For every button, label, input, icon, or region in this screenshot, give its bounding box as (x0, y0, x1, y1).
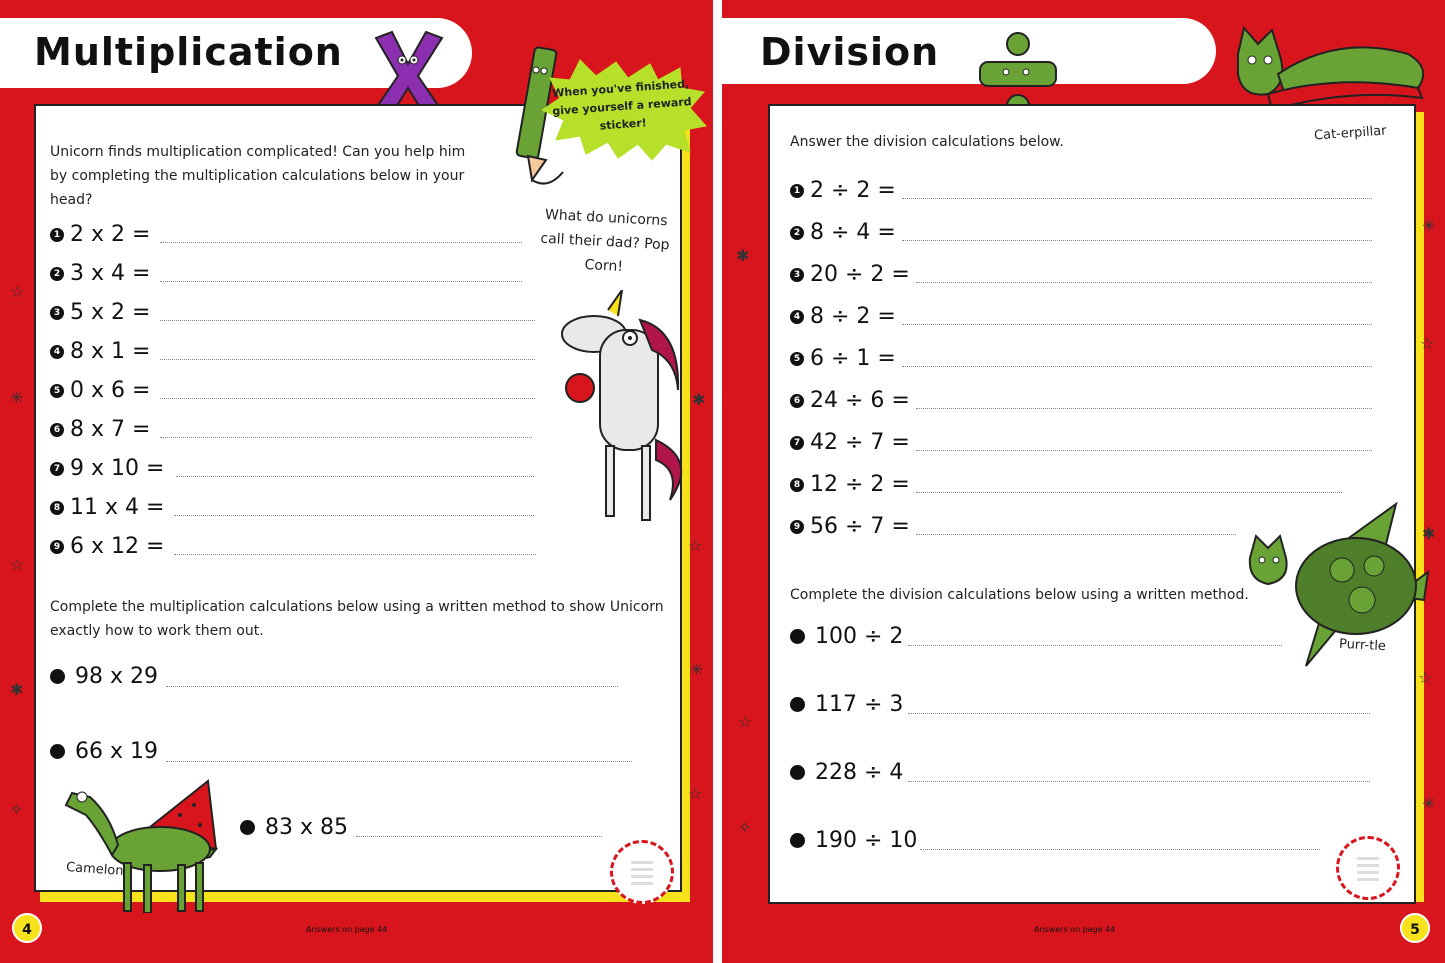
answer-line[interactable] (902, 366, 1372, 367)
written-question-3 (790, 760, 903, 785)
asterisk-doodle-icon: ✳ (690, 660, 704, 679)
question-number: 9 (790, 520, 804, 534)
question-text: 3 x 4 = (70, 261, 151, 286)
asterisk-doodle-icon: ✳ (1422, 216, 1436, 235)
answer-line[interactable] (160, 359, 535, 360)
star-doodle-icon: ☆ (1418, 668, 1433, 687)
asterisk-doodle-icon: ✳ (1422, 794, 1436, 813)
asterisk-doodle-icon: ✱ (692, 390, 706, 409)
answer-line[interactable] (916, 534, 1236, 535)
question-number: 3 (50, 306, 64, 320)
question-number: 6 (790, 394, 804, 408)
shooting-star-doodle-icon: ✧ (10, 800, 24, 819)
answer-line[interactable] (166, 686, 618, 687)
written-question-text: 66 x 19 (75, 739, 158, 764)
question-text: 0 x 6 = (70, 378, 151, 403)
page-title: Multiplication (34, 30, 343, 74)
question-9 (790, 514, 910, 539)
written-question-3 (240, 815, 348, 840)
reward-sticker-badge[interactable] (610, 840, 674, 904)
star-doodle-icon: ☆ (688, 784, 703, 803)
camelon-illustration-icon (60, 775, 224, 915)
answer-line[interactable] (160, 398, 535, 399)
bullet-icon (790, 765, 805, 780)
star-doodle-icon: ☆ (10, 282, 25, 301)
question-number: 4 (50, 345, 64, 359)
answer-line[interactable] (160, 437, 532, 438)
answer-line[interactable] (160, 281, 522, 282)
answer-line[interactable] (174, 515, 534, 516)
written-intro: Complete the division calculations below using a written method. (790, 587, 1249, 603)
question-number: 5 (50, 384, 64, 398)
answer-line[interactable] (920, 849, 1320, 850)
star-doodle-icon: ☆ (738, 712, 753, 731)
bullet-icon (790, 833, 805, 848)
camel-caption: Camelon (65, 860, 124, 879)
intro-text: Unicorn finds multiplication complicated! Can you help him by completing the multiplication calculations below in your head? (50, 144, 466, 208)
answer-line[interactable] (908, 713, 1370, 714)
question-number: 8 (50, 501, 64, 515)
question-text: 12 ÷ 2 = (810, 472, 910, 497)
question-text: 6 ÷ 1 = (810, 346, 896, 371)
answer-line[interactable] (166, 761, 632, 762)
answer-line[interactable] (916, 282, 1372, 283)
answer-line[interactable] (916, 450, 1372, 451)
bullet-icon (50, 744, 65, 759)
question-5 (790, 346, 896, 371)
question-text: 56 ÷ 7 = (810, 514, 910, 539)
answer-line[interactable] (902, 198, 1372, 199)
intro-text: Answer the division calculations below. (790, 134, 1064, 150)
question-number: 2 (50, 267, 64, 281)
question-3 (50, 300, 150, 325)
question-1 (790, 178, 896, 203)
written-question-text: 98 x 29 (75, 664, 158, 689)
question-text: 8 x 1 = (70, 339, 151, 364)
written-question-text: 190 ÷ 10 (815, 828, 918, 853)
question-number: 7 (50, 462, 64, 476)
answer-line[interactable] (160, 320, 535, 321)
reward-sticker-badge[interactable] (1336, 836, 1400, 900)
answer-line[interactable] (902, 240, 1372, 241)
question-text: 6 x 12 = (70, 534, 165, 559)
left-page (0, 0, 713, 963)
written-question-text: 117 ÷ 3 (815, 692, 904, 717)
star-doodle-icon: ☆ (688, 536, 703, 555)
question-8 (790, 472, 910, 497)
shooting-star-doodle-icon: ✧ (738, 818, 752, 837)
asterisk-doodle-icon: ✱ (736, 246, 750, 265)
unicorn-joke: What do unicorns call their dad? Pop Corn! (540, 206, 670, 275)
question-text: 5 x 2 = (70, 300, 151, 325)
right-page (722, 0, 1445, 963)
asterisk-doodle-icon: ✱ (1422, 524, 1436, 543)
written-intro: Complete the multiplication calculations below using a written method to show Unicorn exactly how to work them out. (50, 599, 664, 639)
question-number: 3 (790, 268, 804, 282)
question-text: 11 x 4 = (70, 495, 165, 520)
unicorn-illustration-icon (560, 290, 700, 526)
asterisk-doodle-icon: ✱ (10, 680, 24, 699)
page-title: Division (760, 30, 940, 74)
sticker-note: When you've finished, give yourself a reward sticker! (551, 77, 692, 133)
question-9 (50, 534, 164, 559)
written-question-text: 83 x 85 (265, 815, 348, 840)
question-7 (50, 456, 164, 481)
question-text: 2 ÷ 2 = (810, 178, 896, 203)
answer-line[interactable] (174, 554, 536, 555)
question-2 (790, 220, 896, 245)
question-text: 8 x 7 = (70, 417, 151, 442)
question-1 (50, 222, 150, 247)
question-number: 5 (790, 352, 804, 366)
page-number: 5 (1400, 913, 1430, 943)
footer-note: Answers on page 44 (306, 925, 388, 934)
question-text: 8 ÷ 2 = (810, 304, 896, 329)
question-number: 8 (790, 478, 804, 492)
answer-line[interactable] (160, 242, 522, 243)
written-question-1 (790, 624, 903, 649)
answer-line[interactable] (356, 836, 602, 837)
question-number: 1 (790, 184, 804, 198)
question-number: 4 (790, 310, 804, 324)
answer-line[interactable] (916, 492, 1342, 493)
question-2 (50, 261, 150, 286)
bullet-icon (790, 629, 805, 644)
answer-line[interactable] (916, 408, 1372, 409)
question-text: 42 ÷ 7 = (810, 430, 910, 455)
answer-line[interactable] (908, 781, 1370, 782)
answer-line[interactable] (176, 476, 534, 477)
question-number: 2 (790, 226, 804, 240)
bullet-icon (240, 820, 255, 835)
caterpillar-caption: Cat-erpillar (1313, 123, 1388, 144)
question-4 (50, 339, 150, 364)
question-text: 24 ÷ 6 = (810, 388, 910, 413)
question-number: 6 (50, 423, 64, 437)
bottom-band (722, 911, 1445, 963)
star-doodle-icon: ☆ (1420, 334, 1435, 353)
question-number: 7 (790, 436, 804, 450)
question-text: 9 x 10 = (70, 456, 165, 481)
question-text: 2 x 2 = (70, 222, 151, 247)
written-question-text: 228 ÷ 4 (815, 760, 904, 785)
page-number: 4 (12, 913, 42, 943)
written-question-text: 100 ÷ 2 (815, 624, 904, 649)
question-number: 1 (50, 228, 64, 242)
footer-note: Answers on page 44 (1034, 925, 1116, 934)
bullet-icon (790, 697, 805, 712)
answer-line[interactable] (902, 324, 1372, 325)
star-doodle-icon: ☆ (10, 555, 25, 574)
question-text: 20 ÷ 2 = (810, 262, 910, 287)
written-question-2 (790, 692, 903, 717)
question-6 (50, 417, 150, 442)
question-4 (790, 304, 896, 329)
question-8 (50, 495, 164, 520)
question-number: 9 (50, 540, 64, 554)
question-text: 8 ÷ 4 = (810, 220, 896, 245)
written-question-1 (50, 664, 158, 689)
bottom-band (0, 913, 713, 963)
question-6 (790, 388, 910, 413)
answer-line[interactable] (908, 645, 1282, 646)
written-question-4 (790, 828, 917, 853)
written-question-2 (50, 739, 158, 764)
question-7 (790, 430, 910, 455)
question-3 (790, 262, 910, 287)
question-5 (50, 378, 150, 403)
asterisk-doodle-icon: ✳ (10, 388, 24, 407)
bullet-icon (50, 669, 65, 684)
turtle-caption: Purr-tle (1338, 636, 1387, 655)
page-gutter (713, 0, 722, 963)
